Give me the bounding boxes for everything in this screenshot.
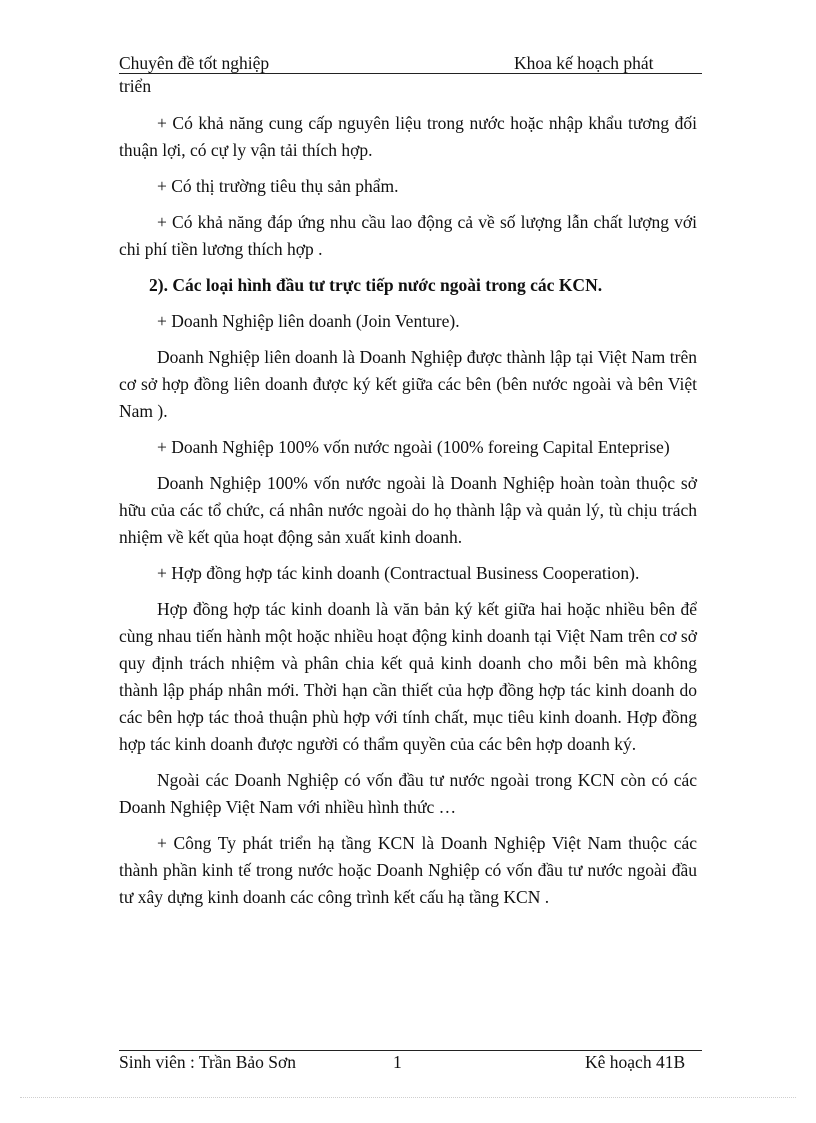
paragraph: + Có thị trường tiêu thụ sản phẩm. [157,176,399,196]
header-right: Khoa kế hoạch phát [514,53,654,73]
paragraph: + Hợp đồng hợp tác kinh doanh (Contractual Business Cooperation). [157,563,640,583]
paragraph: + Công Ty phát triển hạ tầng KCN là Doanh Nghiệp Việt Nam thuộc các thành phần kinh tế trong nước hoặc Doanh Nghiệp có vốn đầu tư nước ngoài đầu tư xây dựng kinh doanh các công trình kết cấu hạ tầng KCN . [119,833,697,907]
footer-page-number: 1 [393,1052,402,1072]
paragraph: Ngoài các Doanh Nghiệp có vốn đầu tư nước ngoài trong KCN còn có các Doanh Nghiệp Việt Nam với nhiều hình thức … [119,770,697,817]
document-body [119,110,697,920]
paragraph: + Doanh Nghiệp 100% vốn nước ngoài (100% foreing Capital Enteprise) [157,437,670,457]
paragraph: Doanh Nghiệp liên doanh là Doanh Nghiệp được thành lập tại Việt Nam trên cơ sở hợp đồng liên doanh được ký kết giữa các bên (bên nước ngoài và bên Việt Nam ). [119,347,697,421]
header-left: Chuyên đề tốt nghiệp [119,53,270,73]
page-header [119,53,702,74]
paragraph: + Có khả năng cung cấp nguyên liệu trong nước hoặc nhập khẩu tương đối thuận lợi, có cự ly vận tải thích hợp. [119,113,697,160]
footer-student: Sinh viên : Trần Bảo Sơn [119,1052,296,1072]
paragraph: Hợp đồng hợp tác kinh doanh là văn bản ký kết giữa hai hoặc nhiều bên để cùng nhau tiến hành một hoặc nhiều hoạt động kinh doanh tại Việt Nam trên cơ sở quy định trách nhiệm và phân chia kết quả kinh doanh cho mỗi bên mà không thành lập pháp nhân mới. Thời hạn cần thiết của hợp đồng hợp tác kinh doanh do các bên hợp tác thoả thuận phù hợp với tính chất, mục tiêu kinh doanh. Hợp đồng hợp tác kinh doanh được người có thẩm quyền của các bên hợp doanh ký. [119,599,697,754]
page-footer [119,1050,702,1073]
paragraph: + Có khả năng đáp ứng nhu cầu lao động cả về số lượng lẫn chất lượng với chi phí tiền lương thích hợp . [119,212,697,259]
paragraph: Doanh Nghiệp 100% vốn nước ngoài là Doanh Nghiệp hoàn toàn thuộc sở hữu của các tổ chức, cá nhân nước ngoài do họ thành lập và quản lý, tù chịu trách nhiệm về kết qủa hoạt động sản xuất kinh doanh. [119,473,697,547]
header-continuation: triển [119,76,152,96]
section-heading: 2). Các loại hình đầu tư trực tiếp nước ngoài trong các KCN. [149,275,603,295]
footer-class: Kê hoạch 41B [585,1052,686,1072]
paragraph: + Doanh Nghiệp liên doanh (Join Venture). [157,311,460,331]
page-edge-divider [20,1097,796,1098]
